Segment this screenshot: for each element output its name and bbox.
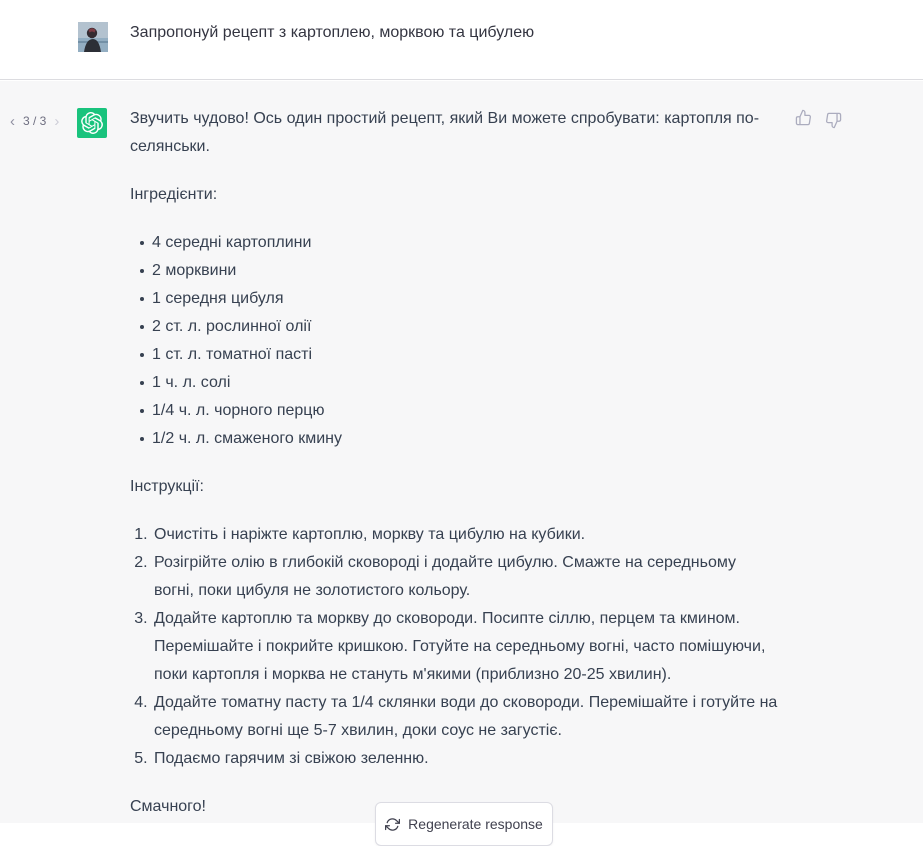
ingredients-list — [130, 229, 780, 453]
list-item: 1. Очистіть і наріжте картоплю, моркву та цибулю на кубики. — [152, 521, 780, 549]
intro-paragraph: Звучить чудово! Ось один простий рецепт, який Ви можете спробувати: картопля по-селянськи. — [130, 110, 760, 155]
regenerate-response-button[interactable] — [375, 802, 553, 846]
closing-paragraph: Смачного! — [130, 798, 206, 815]
list-item: 1 ч. л. солі — [152, 369, 780, 397]
response-pager — [9, 112, 60, 130]
thumbs-down-button[interactable] — [825, 112, 842, 130]
list-item: 1/4 ч. л. чорного перцю — [152, 397, 780, 425]
list-item: 1 ст. л. томатної пасті — [152, 341, 780, 369]
openai-logo-icon — [81, 112, 103, 134]
list-item: 4. Додайте томатну пасту та 1/4 склянки води до сковороди. Перемішайте і готуйте на середньому вогні ще 5-7 хвилин, доки соус не загустіє. — [152, 689, 780, 745]
instructions-heading: Інструкції: — [130, 478, 204, 495]
list-item: 2 ст. л. рослинної олії — [152, 313, 780, 341]
list-item: 2 морквини — [152, 257, 780, 285]
list-item: 5. Подаємо гарячим зі свіжою зеленню. — [152, 745, 780, 773]
list-item: 1/2 ч. л. смаженого кмину — [152, 425, 780, 453]
response-counter: 3 / 3 — [23, 114, 47, 128]
assistant-message-row — [0, 81, 923, 823]
regenerate-label: Regenerate response — [408, 816, 543, 832]
user-avatar-photo — [78, 22, 108, 52]
thumbs-up-icon — [795, 109, 812, 126]
list-item: 3. Додайте картоплю та моркву до сковороди. Посипте сіллю, перцем та кмином. Перемішайте і покрийте кришкою. Готуйте на середньому вогні, часто помішуючи, поки картопля і морква не стануть м'якими (приблизно 20-25 хвилин). — [152, 605, 780, 689]
instructions-list — [130, 521, 780, 773]
regenerate-icon — [385, 817, 400, 832]
chevron-left-icon[interactable]: ‹ — [10, 112, 15, 130]
chatgpt-avatar — [77, 108, 107, 138]
list-item: 1 середня цибуля — [152, 285, 780, 313]
list-item: 2. Розігрійте олію в глибокій сковороді і додайте цибулю. Смажте на середньому вогні, поки цибуля не золотистого кольору. — [152, 549, 780, 605]
thumbs-down-icon — [825, 112, 842, 129]
thumbs-up-button[interactable] — [795, 109, 812, 127]
list-item: 4 середні картоплини — [152, 229, 780, 257]
ingredients-heading: Інгредієнти: — [130, 186, 218, 203]
user-avatar — [78, 22, 108, 52]
feedback-actions — [795, 109, 842, 130]
assistant-message-content — [130, 105, 780, 821]
user-message-row — [0, 0, 923, 80]
chevron-right-icon[interactable]: › — [54, 112, 60, 130]
user-message-text: Запропонуй рецепт з картоплею, морквою та цибулею — [130, 24, 535, 41]
